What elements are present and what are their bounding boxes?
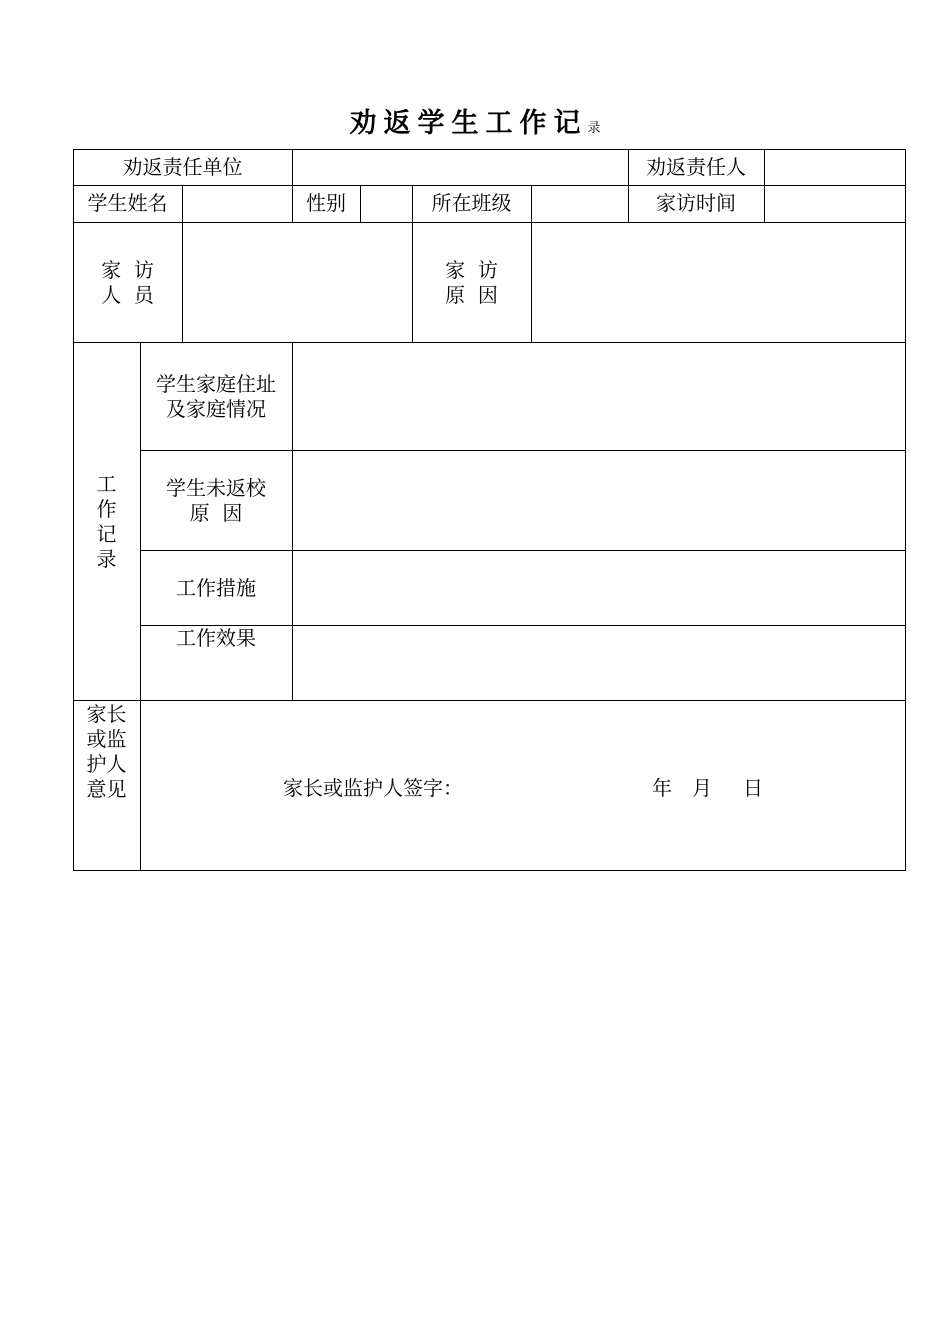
- gender-label: 性别: [306, 191, 346, 215]
- measures-label: 工作措施: [176, 576, 256, 600]
- visit-reason-label: [412, 258, 531, 308]
- parent-opinion-label: [73, 702, 140, 802]
- address-label-line-1: 学生家庭住址: [156, 372, 276, 396]
- parent-opinion-line: 或监: [86, 727, 127, 751]
- rule-r3-c3: [531, 222, 532, 343]
- name-label: 学生姓名: [87, 191, 168, 215]
- work-record-char: 工: [96, 472, 117, 496]
- title-tail: 录: [587, 121, 601, 136]
- rule-row1-bottom: [73, 185, 906, 186]
- rule-label-col: [292, 342, 293, 701]
- rule-r2-c1: [182, 185, 183, 223]
- visitors-label-line-2: 人 员: [101, 283, 154, 307]
- rule-r2-c7: [764, 185, 765, 223]
- visitors-label-line-1: 家 访: [101, 258, 154, 282]
- date-year-label: 年: [652, 776, 672, 800]
- unreturned-reason-label: [140, 476, 292, 526]
- effect-label: 工作效果: [176, 626, 256, 650]
- page-title: [0, 104, 950, 149]
- visit-reason-label-line-2: 原 因: [445, 283, 498, 307]
- unreturned-label-line-2: 原 因: [189, 501, 243, 525]
- signature-label: 家长或监护人签字：: [283, 776, 463, 800]
- rule-right: [905, 149, 906, 871]
- title-main: 劝返学生工作记: [349, 108, 588, 139]
- unit-label: 劝返责任单位: [122, 155, 243, 179]
- rule-r2-c5: [531, 185, 532, 223]
- person-label: 劝返责任人: [646, 155, 746, 179]
- work-record-char: 录: [96, 547, 117, 571]
- date-month-label: 月: [692, 776, 712, 800]
- visitors-label: [73, 258, 182, 308]
- rule-work-bottom: [73, 700, 906, 701]
- work-record-group-label: [73, 472, 140, 572]
- work-record-char: 作: [96, 497, 117, 521]
- rule-r1-c3: [764, 149, 765, 186]
- parent-opinion-line: 护人: [86, 752, 127, 776]
- rule-row2-bottom: [73, 222, 906, 223]
- class-label: 所在班级: [431, 191, 512, 215]
- work-record-char: 记: [96, 522, 117, 546]
- rule-address-bottom: [140, 450, 906, 451]
- rule-unreturned-bottom: [140, 550, 906, 551]
- rule-bottom: [73, 870, 906, 871]
- rule-r3-c1: [182, 222, 183, 343]
- visit-reason-label-line-1: 家 访: [445, 258, 498, 282]
- address-label: [140, 372, 292, 422]
- rule-row3-bottom: [73, 342, 906, 343]
- unreturned-label-line-1: 学生未返校: [166, 476, 266, 500]
- parent-opinion-line: 意见: [86, 777, 127, 801]
- rule-r2-c3: [360, 185, 361, 223]
- visit-time-label: 家访时间: [656, 191, 736, 215]
- parent-opinion-line: 家长: [86, 702, 127, 726]
- rule-top: [73, 149, 906, 150]
- rule-r1-c1: [292, 149, 293, 186]
- date-day-label: 日: [743, 776, 763, 800]
- address-label-line-2: 及家庭情况: [166, 397, 266, 421]
